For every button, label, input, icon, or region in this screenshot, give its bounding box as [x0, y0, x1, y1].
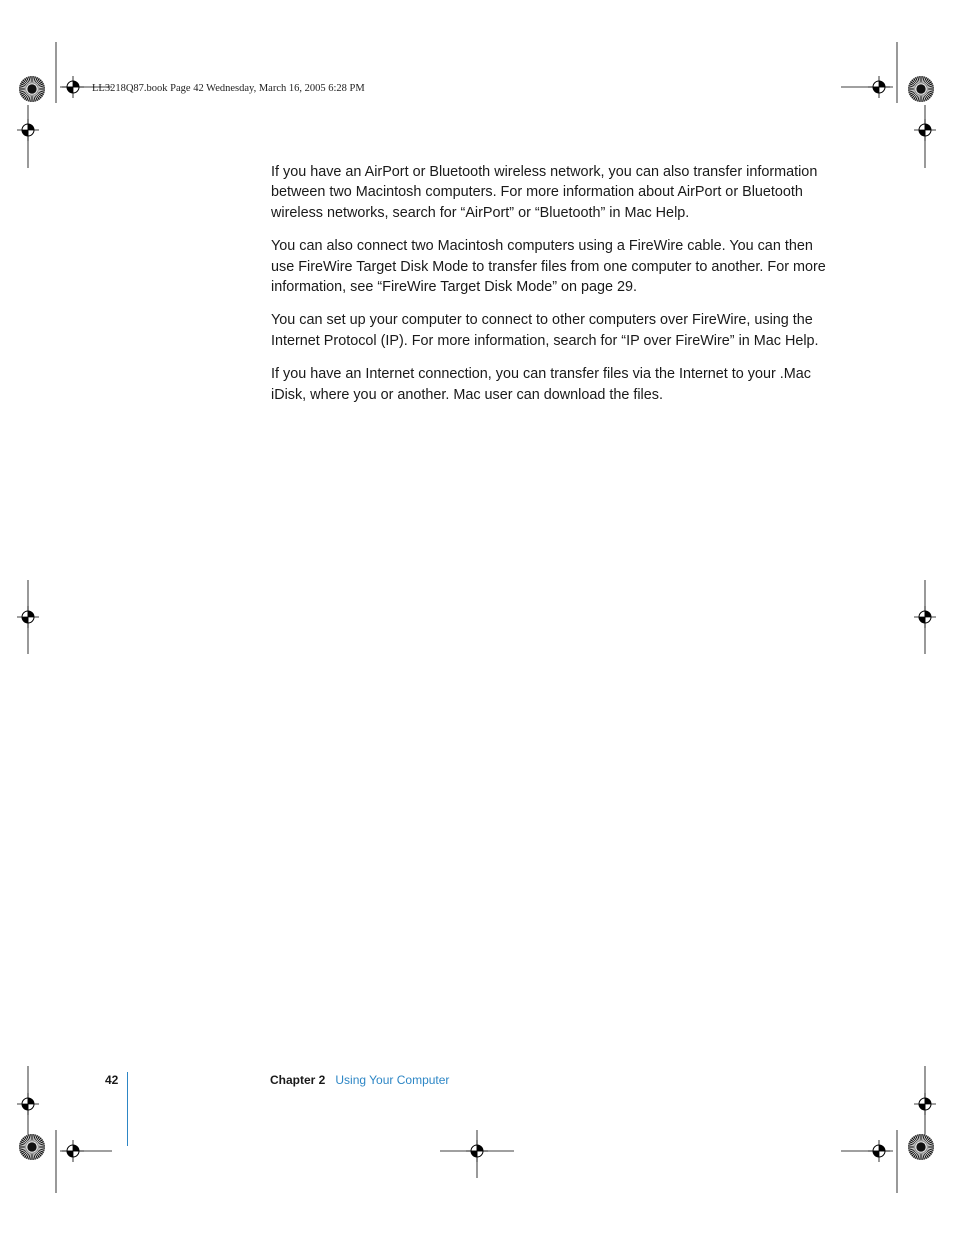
print-slug-line: LL3218Q87.book Page 42 Wednesday, March 16, 2005 6:28 PM	[92, 83, 365, 94]
registration-mark-icon	[914, 1093, 936, 1115]
paragraph-firewire-cable: You can also connect two Macintosh computers using a FireWire cable. You can then use FireWire Target Disk Mode to transfer files from one computer to another. For more information, see “FireWire Target Disk Mode” on page 29.	[271, 238, 826, 296]
chapter-title: Using Your Computer	[335, 1073, 450, 1087]
registration-mark-icon	[62, 76, 84, 98]
color-wheel-icon	[19, 1134, 45, 1160]
registration-mark-icon	[868, 76, 890, 98]
registration-mark-icon	[62, 1140, 84, 1162]
registration-mark-icon	[914, 119, 936, 141]
chapter-label: Chapter 2	[270, 1073, 326, 1087]
color-wheel-icon	[908, 76, 934, 102]
registration-mark-icon	[466, 1140, 488, 1162]
registration-mark-icon	[17, 119, 39, 141]
paragraph-ip-over-firewire: You can set up your computer to connect to other computers over FireWire, using the Internet Protocol (IP). For more information, search for “IP over FireWire” in Mac Help.	[271, 312, 819, 349]
paragraph-airport-bluetooth: If you have an AirPort or Bluetooth wireless network, you can also transfer information between two Macintosh computers. For more information about AirPort or Bluetooth wireless networks, search for “AirPort” or “Bluetooth” in Mac Help.	[271, 164, 818, 221]
registration-mark-icon	[17, 606, 39, 628]
color-wheel-icon	[19, 76, 45, 102]
page-number: 42	[105, 1073, 119, 1087]
paragraph-internet-idisk: If you have an Internet connection, you can transfer files via the Internet to your .Mac iDisk, where you or another. Mac user can download the files.	[271, 366, 811, 403]
registration-mark-icon	[868, 1140, 890, 1162]
color-wheel-icon	[908, 1134, 934, 1160]
registration-mark-icon	[914, 606, 936, 628]
registration-mark-icon	[17, 1093, 39, 1115]
